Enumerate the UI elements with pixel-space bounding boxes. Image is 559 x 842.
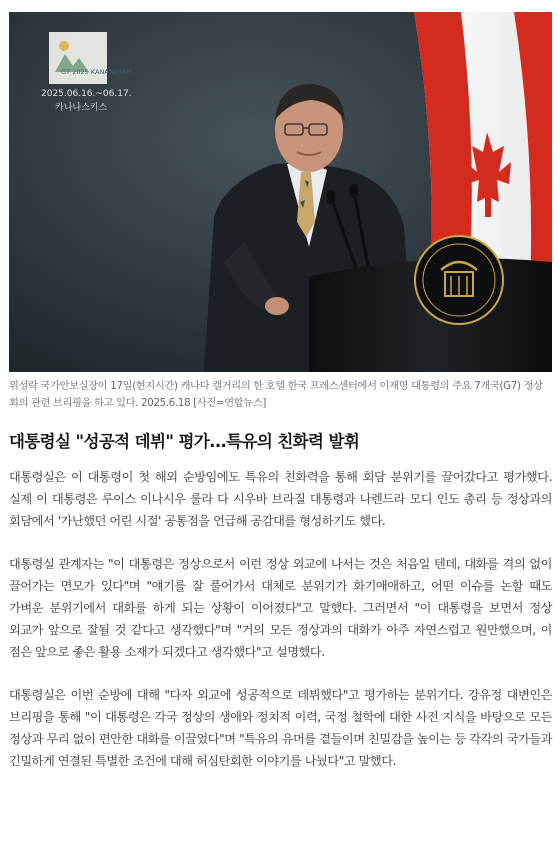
article-body bbox=[9, 466, 552, 793]
article-paragraph: 대통령실 관계자는 "이 대통령은 정상으로서 이런 정상 외교에 나서는 것은 처음일 텐데, 대화를 격의 없이 끌어가는 면모가 있다"며 "얘기를 잘 풀어가서 대체로 분위기가 화기애애하고, 어떤 이슈를 논할 때도 가벼운 분위기에서 대화를 하게 되는 상황이 이어졌다"고 말했다. 그러면서 "이 대통령을 보면서 정상 외교가 앞으로 잘될 것 같다고 생각했다"며 "거의 모든 정상과의 대화가 아주 자연스럽고 원만했으며, 이 점은 앞으로 좋은 활용 소재가 되겠다고 생각했다"고 설명했다. bbox=[9, 557, 552, 659]
banner-place: 카나나스키스 bbox=[55, 103, 108, 113]
photo-caption: 위성락 국가안보실장이 17일(현지시간) 캐나다 캘거리의 한 호텔 한국 프레스센터에서 이재명 대통령의 주요 7개국(G7) 정상회의 관련 브리핑을 하고 있다. 2025.6.18 [사진=연합뉴스] bbox=[9, 381, 543, 409]
banner-dates: 2025.06.16.~06.17. bbox=[41, 89, 132, 99]
article-paragraph: 대통령실은 이번 순방에 대해 "다자 외교에 성공적으로 데뷔했다"고 평가하는 분위기다. 강유정 대변인은 브리핑을 통해 "이 대통령은 각국 정상의 생애와 정치적 이력, 국정 철학에 대한 사전 지식을 바탕으로 모든 정상과 무리 없이 편안한 대화를 이끌었다"며 "특유의 유머를 곁들이며 친밀감을 높이는 등 각각의 국가들과 긴밀하게 연결된 특별한 조건에 대해 허심탄회한 이야기를 나눴다"고 말했다. bbox=[9, 688, 552, 768]
banner-logo-text: G7 2025 KANANASKIS bbox=[61, 68, 133, 76]
news-photo bbox=[9, 12, 552, 372]
briefing-photo-illustration bbox=[9, 12, 552, 372]
article-headline: 대통령실 "성공적 데뷔" 평가...특유의 친화력 발휘 bbox=[9, 432, 360, 451]
article-paragraph: 대통령실은 이 대통령이 첫 해외 순방임에도 특유의 친화력을 통해 회담 분위기를 끌어갔다고 평가했다. 실제 이 대통령은 루이스 이나시우 룰라 다 시우바 브라질 대통령과 나렌드라 모디 인도 총리 등 정상과의 회담에서 '가난했던 어린 시절' 공통점을 언급해 공감대를 형성하기도 했다. bbox=[9, 470, 552, 528]
